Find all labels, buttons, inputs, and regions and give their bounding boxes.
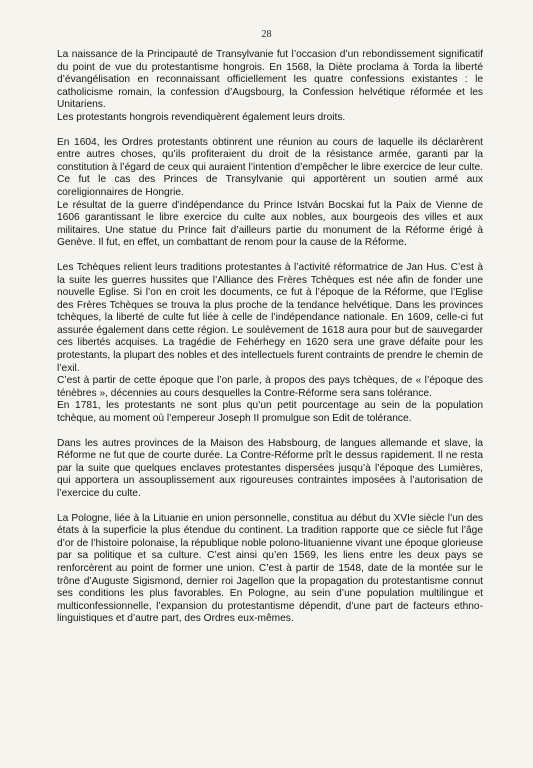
paragraph-tenebres: C’est à partir de cette époque que l’on parle, à propos des pays tchèques, de « l’époque des ténèbres », décennies au cours desquelles la Contre-Réforme sera sans tolérance. [57,375,483,399]
paragraph-gap [57,501,483,513]
paragraph-tcheques: Les Tchèques relient leurs traditions protestantes à l’activité réformatrice de Jan Hus. C’est à la suite les guerres hussites que l’Alliance des Frères Tchèques est née afin de fonder une nouvelle Eglise. Si l’on en croit les documents, ce fut à l’époque de la Réforme, que l’Eglise des Frères Tchèques se trouva la plus proche de la tendance helvétique. Dans les provinces tchèques, la liberté de culte fut liée à celle de l’indépendance nationale. En 1609, celle-ci fut assurée également dans cette région. Le soulèvement de 1618 aura pour but de sauvegarder ces libertés acquises. La tragédie de Fehérhegy en 1620 sera une grave défaite pour les protestants, la plupart des nobles et des intellectuels furent contraints de prendre le chemin de l’exil. [57,261,483,374]
paragraph-gap [57,426,483,438]
page-number: 28 [261,29,272,40]
paragraph-transylvania: La naissance de la Principauté de Transylvanie fut l’occasion d’un rebondissement significatif du point de vue du protestantisme hongrois. En 1568, la Diète proclama à Torda la liberté d’évangélisation en reconnaissant officiellement les quatre confessions existantes : le catholicisme romain, la confession d’Augsbourg, la Confession helvétique réformée et les Unitariens. [57,49,483,111]
paragraph-gap [57,125,483,137]
paragraph-protestants-rights: Les protestants hongrois revendiquèrent également leurs droits. [57,111,346,123]
paragraph-1781: En 1781, les protestants ne sont plus qu’un petit pourcentage au sein de la population tchèque, au moment où l’empereur Joseph II promulgue son Edit de tolérance. [57,400,483,425]
paragraph-bocskai: Le résultat de la guerre d’indépendance du Prince István Bocskai fut la Paix de Vienne de 1606 garantissant le libre exercice du culte aux nobles, aux bourgeois des villes et aux militaires. Une statue du Prince fait d’ailleurs partie du monument de la Réforme érigé à Genève. Il fut, en effet, un combattant de renom pour la cause de la Réforme. [57,199,483,249]
paragraph-1604: En 1604, les Ordres protestants obtinrent une réunion au cours de laquelle ils déclarèrent entre autres choses, qu’ils profiteraient du droit de la résistance armée, garanti par la constitution à l’égard de ceux qui auraient l’intention d’empêcher le libre exercice de leur culte. Ce fut le cas des Princes de Transylvanie qui apportèrent un soutien armé aux coreligionnaires de Hongrie. [57,136,483,198]
paragraph-habsbourg: Dans les autres provinces de la Maison des Habsbourg, de langues allemande et slave, la Réforme ne fut que de courte durée. La Contre-Réforme prît le dessus rapidement. Il ne resta par la suite que quelques enclaves protestantes dispersées jusqu’à l’époque des Lumières, qui apportera un assouplissement aux rigoureuses contraintes imposées à l’autorisation de l’exercice du culte. [57,437,483,499]
document-body [57,49,483,626]
paragraph-gap [57,250,483,262]
paragraph-pologne: La Pologne, liée à la Lituanie en union personnelle, constitua au début du XVIe siècle l’un des états à la superficie la plus étendue du continent. La tradition rapporte que ce siècle fut l’âge d’or de l’histoire polonaise, la république noble polono-lituanienne vivant une époque glorieuse par sa politique et sa culture. C’est ainsi qu’en 1569, les liens entre les deux pays se renforcèrent au point de former une union. C’est à partir de 1548, date de la montée sur le trône d’Auguste Sigismond, dernier roi Jagellon que la propagation du protestantisme connut ses conditions les plus favorables. En Pologne, au sein d’une population multilingue et multiconfessionnelle, l’expansion du protestantisme dépendit, d’une part de facteurs ethno-linguistiques et d’autre part, des Ordres eux-mêmes. [57,512,483,625]
